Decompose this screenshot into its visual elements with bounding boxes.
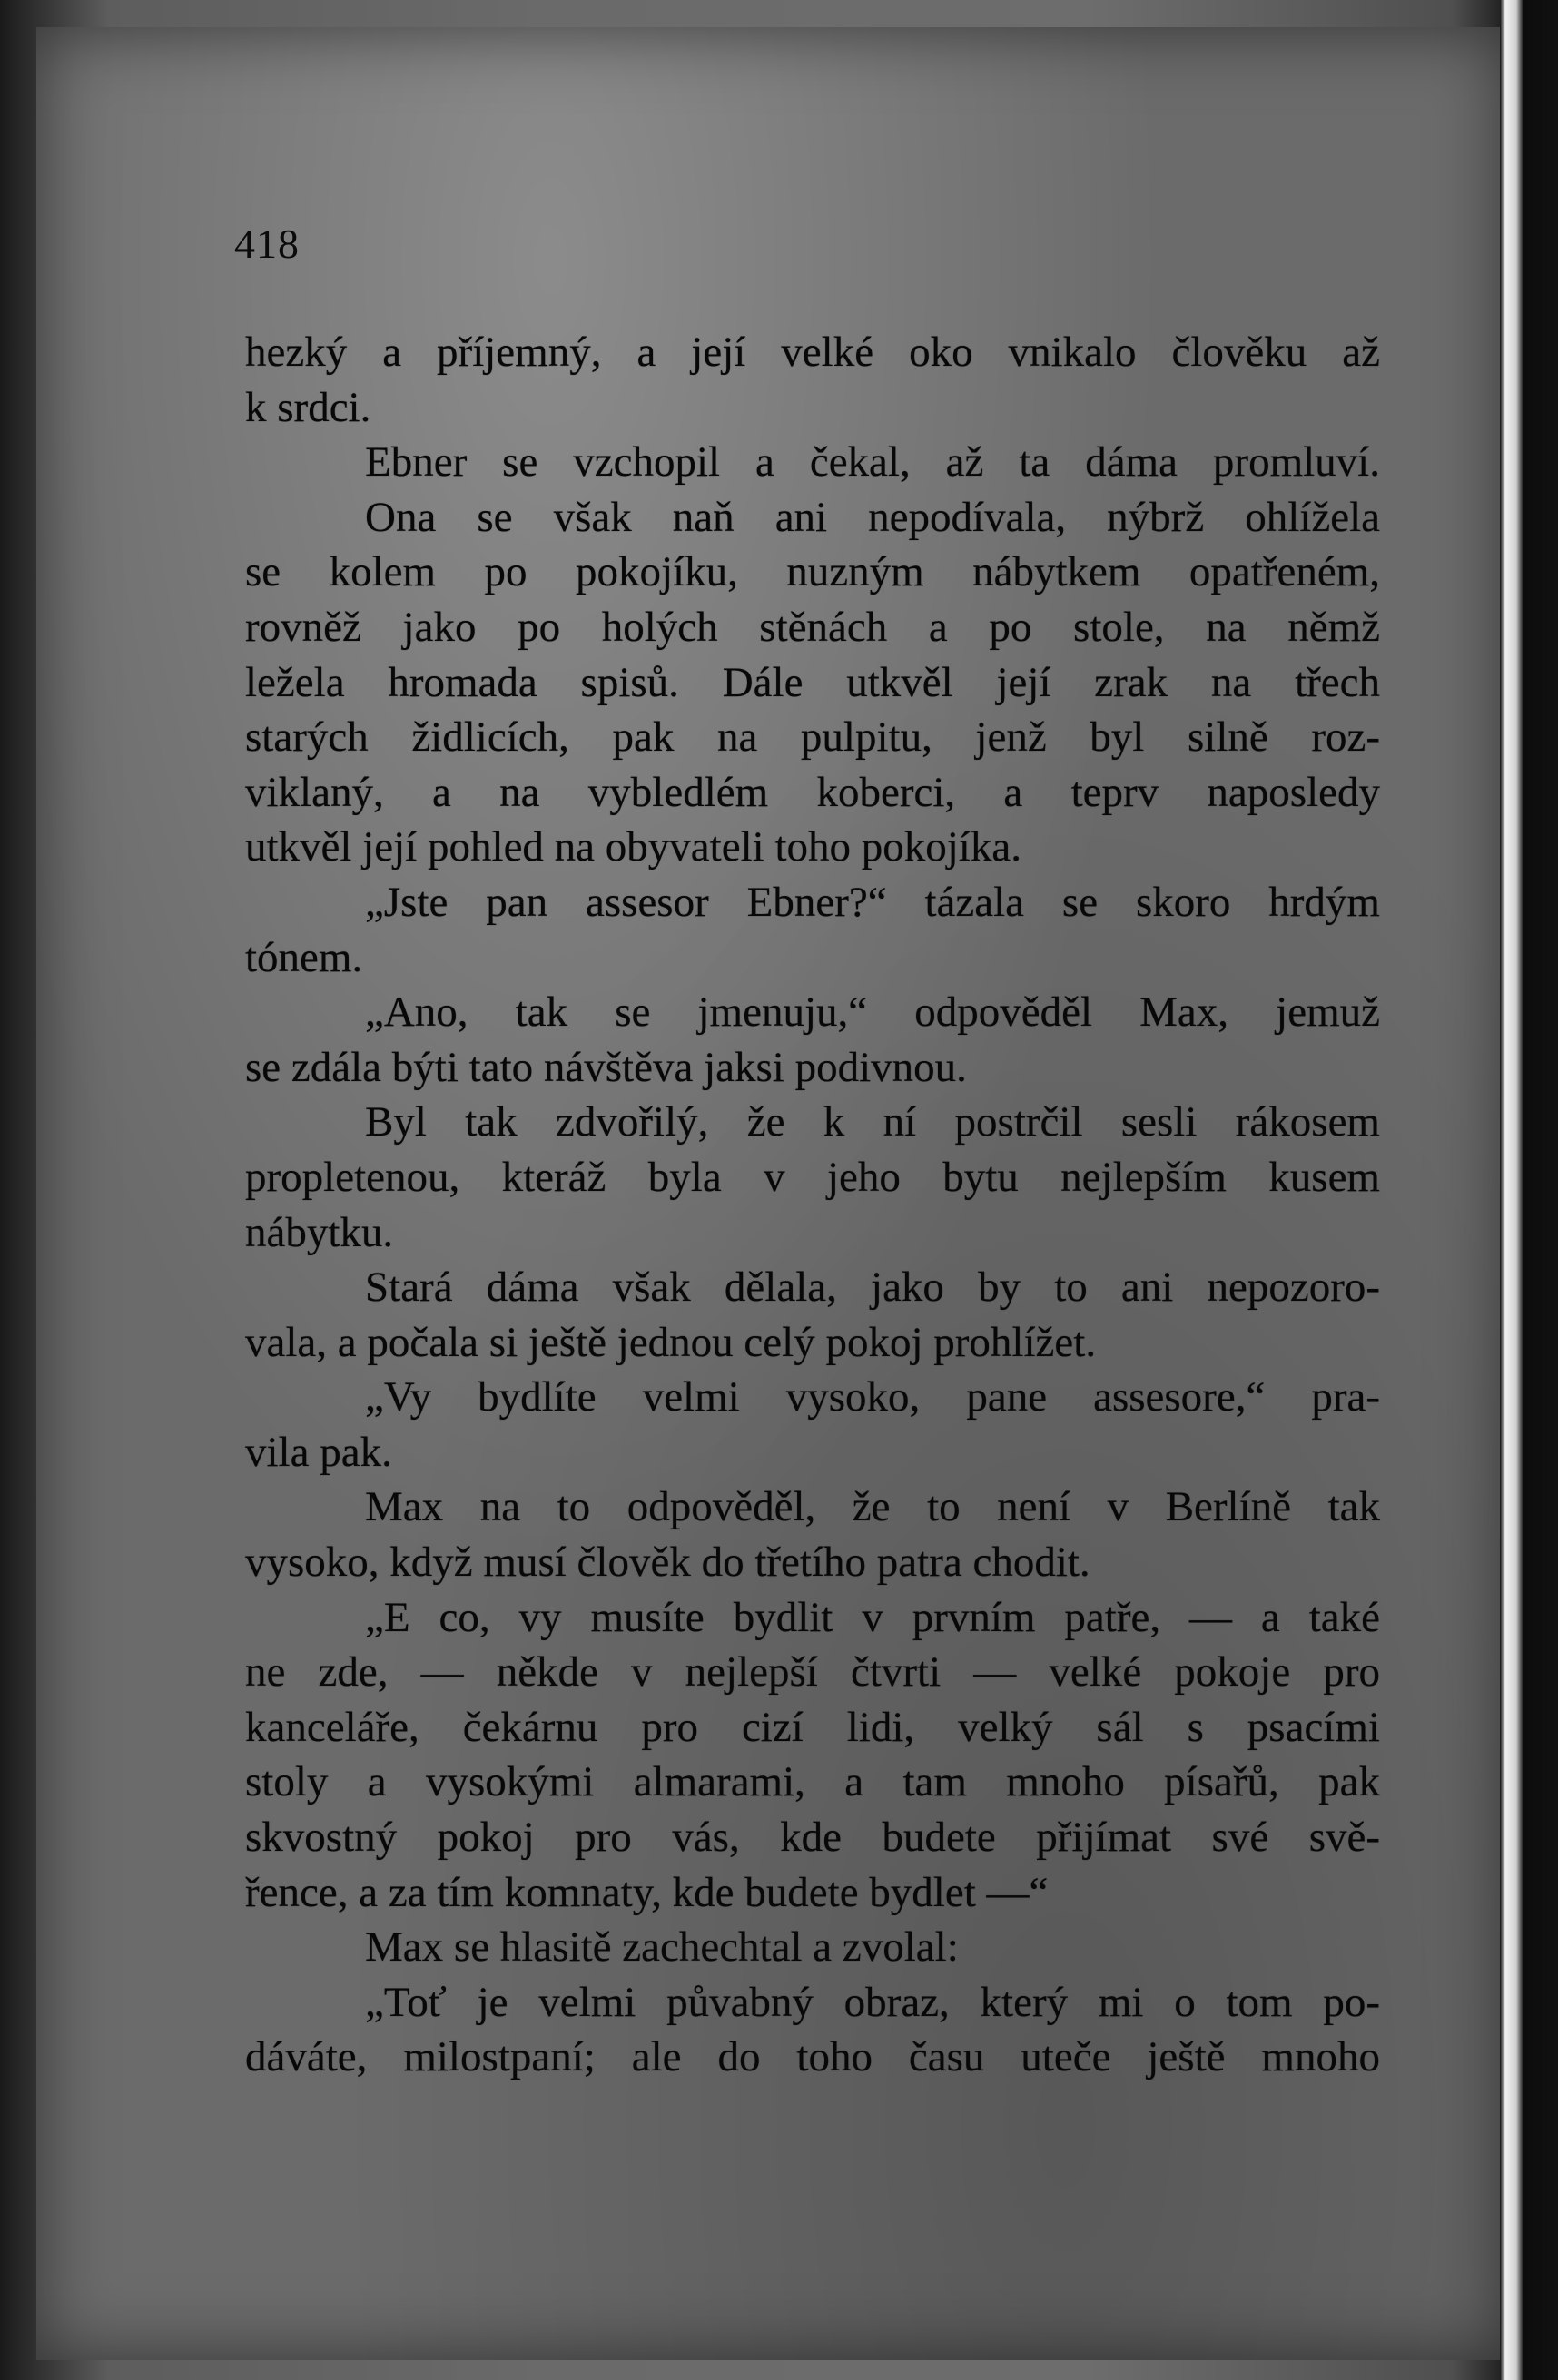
text-line: ne zde, — někde v nejlepší čtvrti — velké pokoje pro bbox=[245, 1648, 1380, 1696]
text-line: „E co, vy musíte bydlit v prvním patře, — a také bbox=[365, 1593, 1380, 1641]
text-line: „Vy bydlíte velmi vysoko, pane assesore,“ pra- bbox=[365, 1373, 1380, 1421]
page-number: 418 bbox=[234, 221, 300, 267]
page-text bbox=[245, 325, 1380, 2085]
text-line: nábytku. bbox=[245, 1208, 394, 1256]
text-line: skvostný pokoj pro vás, kde budete přijímat své svě- bbox=[245, 1814, 1380, 1862]
text-line: Max na to odpověděl, že to není v Berlíně tak bbox=[365, 1483, 1380, 1531]
text-line: dáváte, milostpaní; ale do toho času uteče ještě mnoho bbox=[245, 2033, 1380, 2081]
text-line: Max se hlasitě zachechtal a zvolal: bbox=[365, 1923, 959, 1972]
text-line: utkvěl její pohled na obyvateli toho pokojíka. bbox=[245, 823, 1021, 871]
text-line: propletenou, kteráž byla v jeho bytu nejlepším kusem bbox=[245, 1153, 1380, 1201]
text-line: řence, a za tím komnaty, kde budete bydlet —“ bbox=[245, 1868, 1049, 1916]
text-line: viklaný, a na vybledlém koberci, a teprv naposledy bbox=[245, 768, 1380, 816]
text-line: kanceláře, čekárnu pro cizí lidi, velký sál s psacími bbox=[245, 1703, 1380, 1751]
text-line: „Toť je velmi půvabný obraz, který mi o tom po- bbox=[365, 1978, 1380, 2026]
text-line: Byl tak zdvořilý, že k ní postrčil sesli rákosem bbox=[365, 1098, 1380, 1146]
page-edge bbox=[1500, 0, 1558, 2380]
text-line: k srdci. bbox=[245, 383, 371, 431]
text-line: „Ano, tak se jmenuju,“ odpověděl Max, jemuž bbox=[365, 988, 1380, 1037]
text-line: Ona se však naň ani nepodívala, nýbrž ohlížela bbox=[365, 493, 1380, 541]
text-line: rovněž jako po holých stěnách a po stole, na němž bbox=[245, 603, 1380, 651]
text-line: ležela hromada spisů. Dále utkvěl její zrak na třech bbox=[245, 658, 1380, 706]
text-line: starých židlicích, pak na pulpitu, jenž byl silně roz- bbox=[245, 713, 1380, 762]
text-line: se kolem po pokojíku, nuzným nábytkem opatřeném, bbox=[245, 548, 1380, 596]
text-line: se zdála býti tato návštěva jaksi podivnou. bbox=[245, 1043, 967, 1091]
text-line: hezký a příjemný, a její velké oko vnikalo člověku až bbox=[245, 329, 1380, 376]
text-line: vala, a počala si ještě jednou celý pokoj prohlížet. bbox=[245, 1318, 1097, 1366]
text-line: Ebner se vzchopil a čekal, až ta dáma promluví. bbox=[365, 438, 1380, 487]
text-line: „Jste pan assesor Ebner?“ tázala se skoro hrdým bbox=[365, 878, 1380, 926]
text-line: Stará dáma však dělala, jako by to ani nepozoro- bbox=[365, 1264, 1380, 1312]
text-line: tónem. bbox=[245, 933, 363, 981]
text-line: vila pak. bbox=[245, 1428, 392, 1476]
text-line: vysoko, když musí člověk do třetího patra chodit. bbox=[245, 1539, 1090, 1587]
text-line: stoly a vysokými almarami, a tam mnoho písařů, pak bbox=[245, 1758, 1380, 1806]
